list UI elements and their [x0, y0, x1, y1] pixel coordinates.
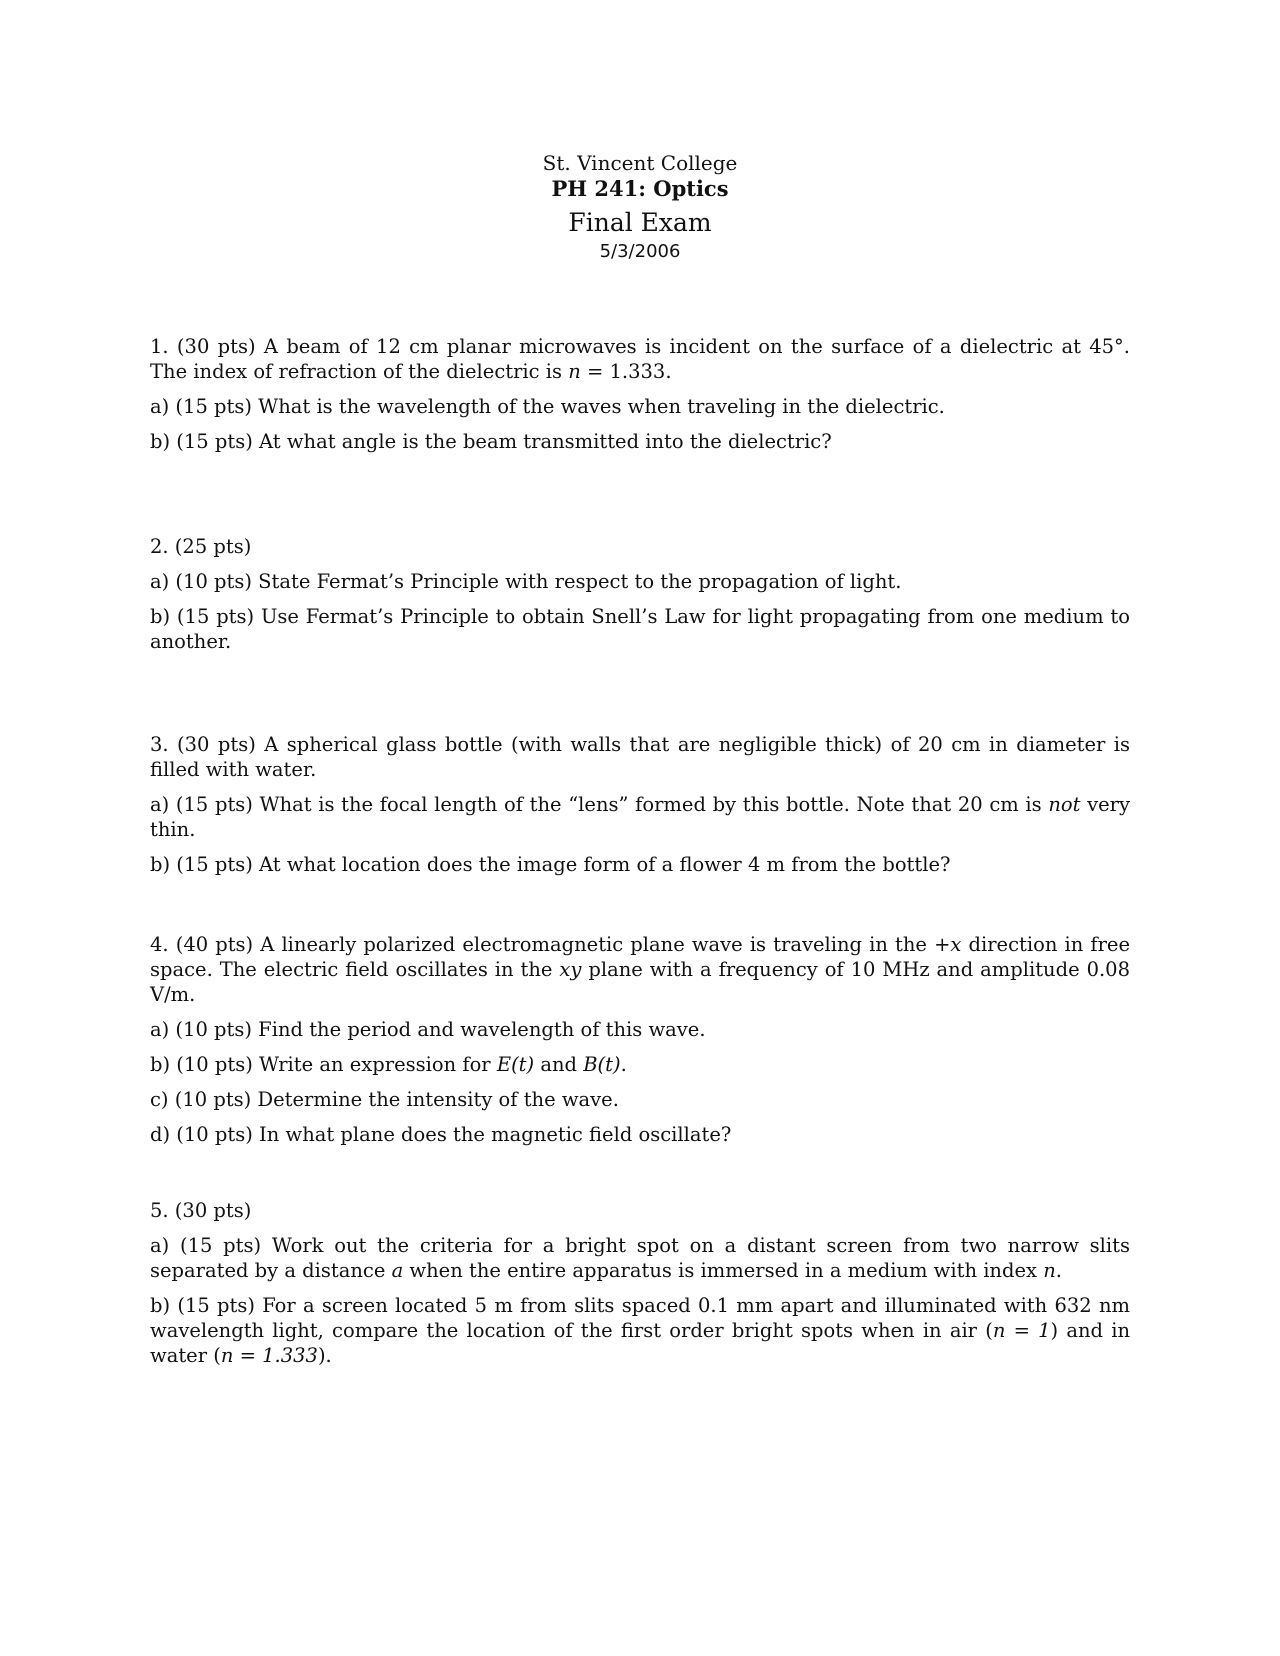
question-1-part-b: b) (15 pts) At what angle is the beam transmitted into the dielectric?	[150, 430, 832, 453]
question-2	[150, 534, 1130, 664]
question-4-part-a: a) (10 pts) Find the period and wavelength of this wave.	[150, 1018, 706, 1041]
question-3	[150, 732, 1130, 887]
question-3-part-b: b) (15 pts) At what location does the image form of a flower 4 m from the bottle?	[150, 853, 951, 876]
question-3-stem: 3. (30 pts) A spherical glass bottle (with walls that are negligible thick) of 20 cm in diameter is filled with water.	[150, 733, 1130, 781]
question-5-stem: 5. (30 pts)	[150, 1199, 252, 1222]
question-4-part-c: c) (10 pts) Determine the intensity of the wave.	[150, 1088, 619, 1111]
question-5	[150, 1198, 1130, 1378]
course-title: PH 241: Optics	[551, 176, 729, 201]
question-3-part-a: a) (15 pts) What is the focal length of the “lens” formed by this bottle. Note that 20 cm is not very thin.	[150, 793, 1130, 841]
question-5-part-a: a) (15 pts) Work out the criteria for a bright spot on a distant screen from two narrow slits separated by a distance a when the entire apparatus is immersed in a medium with index n.	[150, 1234, 1130, 1282]
question-1	[150, 334, 1130, 464]
exam-header	[0, 150, 1280, 264]
question-2-stem: 2. (25 pts)	[150, 535, 252, 558]
question-4-stem: 4. (40 pts) A linearly polarized electromagnetic plane wave is traveling in the +x direction in free space. The electric field oscillates in the xy plane with a frequency of 10 MHz and amplitude 0.08 V/m.	[150, 933, 1130, 1006]
question-1-stem: 1. (30 pts) A beam of 12 cm planar microwaves is incident on the surface of a dielectric at 45°. The index of refraction of the dielectric is n = 1.333.	[150, 335, 1130, 383]
question-4-part-b: b) (10 pts) Write an expression for E(t) and B(t).	[150, 1053, 627, 1076]
question-5-part-b: b) (15 pts) For a screen located 5 m from slits spaced 0.1 mm apart and illuminated with 632 nm wavelength light, compare the location of the first order bright spots when in air (n = 1) and in water (n = 1.333).	[150, 1294, 1131, 1367]
institution: St. Vincent College	[542, 151, 738, 175]
question-4	[150, 932, 1130, 1157]
question-1-part-a: a) (15 pts) What is the wavelength of the waves when traveling in the dielectric.	[150, 395, 945, 418]
exam-title: Final Exam	[568, 208, 712, 237]
question-2-part-a: a) (10 pts) State Fermat’s Principle with respect to the propagation of light.	[150, 570, 902, 593]
question-4-part-d: d) (10 pts) In what plane does the magnetic field oscillate?	[150, 1123, 732, 1146]
exam-date: 5/3/2006	[599, 241, 681, 262]
question-2-part-b: b) (15 pts) Use Fermat’s Principle to obtain Snell’s Law for light propagating from one medium to another.	[150, 605, 1130, 653]
